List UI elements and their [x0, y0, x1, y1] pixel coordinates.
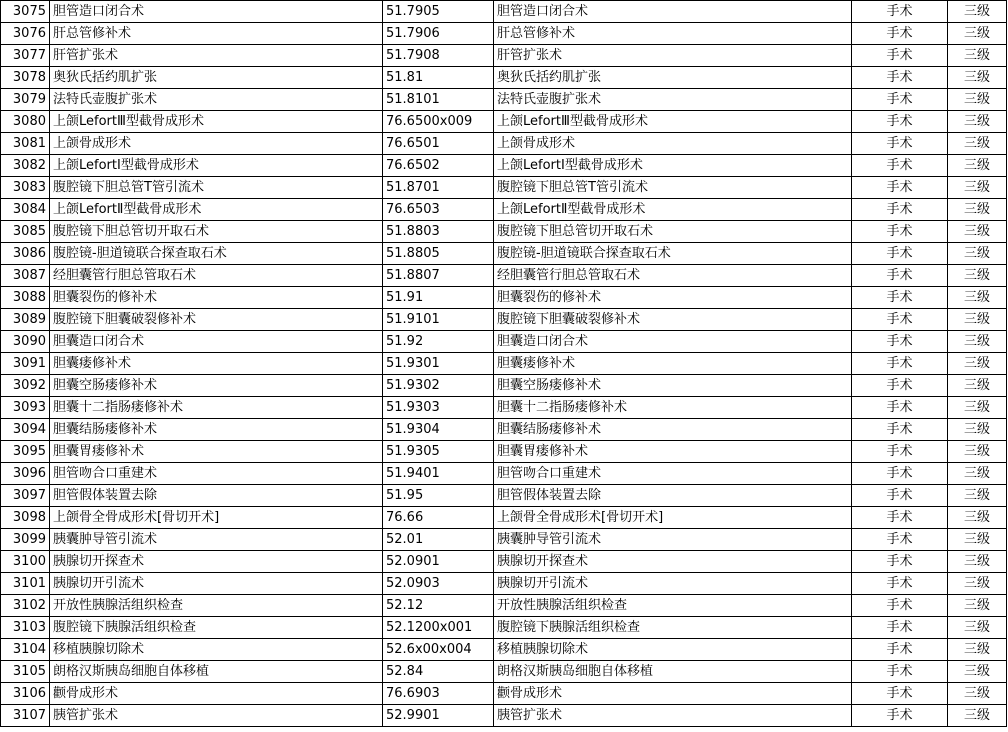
row-number-cell: 3098 — [1, 507, 50, 529]
row-number-cell: 3091 — [1, 353, 50, 375]
table-row — [1, 463, 1007, 485]
level-cell: 三级 — [948, 353, 1007, 375]
procedure-name-cell: 上颌LefortⅠ型截骨成形术 — [50, 155, 383, 177]
procedure-code-cell: 52.01 — [383, 529, 494, 551]
level-cell: 三级 — [948, 375, 1007, 397]
level-cell: 三级 — [948, 199, 1007, 221]
table-row — [1, 353, 1007, 375]
procedure-name-repeat-cell: 腹腔镜下胆总管切开取石术 — [494, 221, 852, 243]
category-cell: 手术 — [852, 485, 948, 507]
row-number-cell: 3096 — [1, 463, 50, 485]
level-cell: 三级 — [948, 551, 1007, 573]
category-cell: 手术 — [852, 661, 948, 683]
category-cell: 手术 — [852, 353, 948, 375]
procedure-name-cell: 腹腔镜下胆总管切开取石术 — [50, 221, 383, 243]
procedure-name-cell: 肝总管修补术 — [50, 23, 383, 45]
row-number-cell: 3075 — [1, 1, 50, 23]
table-row — [1, 705, 1007, 727]
procedure-name-cell: 胆管造口闭合术 — [50, 1, 383, 23]
level-cell: 三级 — [948, 507, 1007, 529]
procedure-name-repeat-cell: 胆囊十二指肠瘘修补术 — [494, 397, 852, 419]
procedure-code-cell: 76.6500x009 — [383, 111, 494, 133]
procedure-code-cell: 52.84 — [383, 661, 494, 683]
row-number-cell: 3086 — [1, 243, 50, 265]
procedure-name-repeat-cell: 腹腔镜下胰腺活组织检查 — [494, 617, 852, 639]
row-number-cell: 3101 — [1, 573, 50, 595]
table-row — [1, 23, 1007, 45]
category-cell: 手术 — [852, 639, 948, 661]
procedure-code-cell: 51.9101 — [383, 309, 494, 331]
table-row — [1, 265, 1007, 287]
procedure-name-cell: 上颌骨全骨成形术[骨切开术] — [50, 507, 383, 529]
procedure-code-cell: 51.8701 — [383, 177, 494, 199]
procedure-name-cell: 腹腔镜-胆道镜联合探查取石术 — [50, 243, 383, 265]
procedure-name-cell: 胆囊空肠瘘修补术 — [50, 375, 383, 397]
procedure-name-cell: 经胆囊管行胆总管取石术 — [50, 265, 383, 287]
procedure-name-repeat-cell: 胆管假体装置去除 — [494, 485, 852, 507]
level-cell: 三级 — [948, 463, 1007, 485]
row-number-cell: 3077 — [1, 45, 50, 67]
procedure-code-cell: 51.92 — [383, 331, 494, 353]
row-number-cell: 3088 — [1, 287, 50, 309]
procedure-code-cell: 52.9901 — [383, 705, 494, 727]
category-cell: 手术 — [852, 419, 948, 441]
table-row — [1, 309, 1007, 331]
table-row — [1, 1, 1007, 23]
category-cell: 手术 — [852, 683, 948, 705]
procedure-name-cell: 腹腔镜下胆总管T管引流术 — [50, 177, 383, 199]
table-row — [1, 199, 1007, 221]
category-cell: 手术 — [852, 573, 948, 595]
row-number-cell: 3078 — [1, 67, 50, 89]
procedure-name-repeat-cell: 移植胰腺切除术 — [494, 639, 852, 661]
procedure-name-cell: 上颌LefortⅢ型截骨成形术 — [50, 111, 383, 133]
row-number-cell: 3106 — [1, 683, 50, 705]
procedure-name-repeat-cell: 胆囊造口闭合术 — [494, 331, 852, 353]
procedure-code-cell: 76.6503 — [383, 199, 494, 221]
procedure-name-repeat-cell: 胆管造口闭合术 — [494, 1, 852, 23]
procedure-name-cell: 胆管假体装置去除 — [50, 485, 383, 507]
category-cell: 手术 — [852, 155, 948, 177]
level-cell: 三级 — [948, 573, 1007, 595]
procedure-name-cell: 胆囊瘘修补术 — [50, 353, 383, 375]
procedure-code-cell: 51.7908 — [383, 45, 494, 67]
procedure-name-cell: 移植胰腺切除术 — [50, 639, 383, 661]
procedure-code-cell: 52.0901 — [383, 551, 494, 573]
row-number-cell: 3080 — [1, 111, 50, 133]
procedure-name-repeat-cell: 法特氏壶腹扩张术 — [494, 89, 852, 111]
row-number-cell: 3099 — [1, 529, 50, 551]
category-cell: 手术 — [852, 705, 948, 727]
level-cell: 三级 — [948, 67, 1007, 89]
level-cell: 三级 — [948, 111, 1007, 133]
row-number-cell: 3095 — [1, 441, 50, 463]
table-row — [1, 221, 1007, 243]
procedure-code-cell: 51.9401 — [383, 463, 494, 485]
procedure-name-repeat-cell: 肝管扩张术 — [494, 45, 852, 67]
category-cell: 手术 — [852, 265, 948, 287]
table-row — [1, 133, 1007, 155]
procedure-name-repeat-cell: 腹腔镜下胆总管T管引流术 — [494, 177, 852, 199]
level-cell: 三级 — [948, 617, 1007, 639]
procedure-code-cell: 51.95 — [383, 485, 494, 507]
level-cell: 三级 — [948, 441, 1007, 463]
table-row — [1, 485, 1007, 507]
table-row — [1, 573, 1007, 595]
procedure-code-cell: 51.8803 — [383, 221, 494, 243]
row-number-cell: 3084 — [1, 199, 50, 221]
category-cell: 手术 — [852, 199, 948, 221]
table-row — [1, 375, 1007, 397]
procedure-name-repeat-cell: 胰管扩张术 — [494, 705, 852, 727]
procedure-name-repeat-cell: 胆囊裂伤的修补术 — [494, 287, 852, 309]
level-cell: 三级 — [948, 45, 1007, 67]
procedure-name-repeat-cell: 胆管吻合口重建术 — [494, 463, 852, 485]
level-cell: 三级 — [948, 89, 1007, 111]
category-cell: 手术 — [852, 133, 948, 155]
row-number-cell: 3100 — [1, 551, 50, 573]
procedure-name-cell: 胰腺切开引流术 — [50, 573, 383, 595]
table-row — [1, 45, 1007, 67]
procedure-name-repeat-cell: 上颌骨全骨成形术[骨切开术] — [494, 507, 852, 529]
procedure-name-repeat-cell: 胰腺切开探查术 — [494, 551, 852, 573]
procedure-code-cell: 51.91 — [383, 287, 494, 309]
procedure-code-cell: 51.9301 — [383, 353, 494, 375]
table-row — [1, 419, 1007, 441]
category-cell: 手术 — [852, 551, 948, 573]
category-cell: 手术 — [852, 287, 948, 309]
category-cell: 手术 — [852, 529, 948, 551]
level-cell: 三级 — [948, 265, 1007, 287]
table-row — [1, 617, 1007, 639]
level-cell: 三级 — [948, 331, 1007, 353]
level-cell: 三级 — [948, 287, 1007, 309]
table-row — [1, 529, 1007, 551]
category-cell: 手术 — [852, 45, 948, 67]
procedure-name-repeat-cell: 开放性胰腺活组织检查 — [494, 595, 852, 617]
procedure-name-repeat-cell: 腹腔镜-胆道镜联合探查取石术 — [494, 243, 852, 265]
procedure-name-repeat-cell: 上颌LefortⅢ型截骨成形术 — [494, 111, 852, 133]
procedure-name-cell: 胰管扩张术 — [50, 705, 383, 727]
procedure-name-cell: 奥狄氏括约肌扩张 — [50, 67, 383, 89]
procedure-code-cell: 76.66 — [383, 507, 494, 529]
category-cell: 手术 — [852, 331, 948, 353]
table-row — [1, 89, 1007, 111]
row-number-cell: 3105 — [1, 661, 50, 683]
procedure-code-cell: 51.8805 — [383, 243, 494, 265]
procedure-name-cell: 胆管吻合口重建术 — [50, 463, 383, 485]
level-cell: 三级 — [948, 529, 1007, 551]
row-number-cell: 3083 — [1, 177, 50, 199]
procedure-name-cell: 肝管扩张术 — [50, 45, 383, 67]
category-cell: 手术 — [852, 111, 948, 133]
procedure-name-cell: 胆囊造口闭合术 — [50, 331, 383, 353]
procedure-name-cell: 腹腔镜下胆囊破裂修补术 — [50, 309, 383, 331]
procedure-name-repeat-cell: 胆囊空肠瘘修补术 — [494, 375, 852, 397]
row-number-cell: 3076 — [1, 23, 50, 45]
row-number-cell: 3104 — [1, 639, 50, 661]
level-cell: 三级 — [948, 419, 1007, 441]
row-number-cell: 3092 — [1, 375, 50, 397]
category-cell: 手术 — [852, 1, 948, 23]
category-cell: 手术 — [852, 617, 948, 639]
category-cell: 手术 — [852, 67, 948, 89]
procedure-code-cell: 52.6x00x004 — [383, 639, 494, 661]
table-row — [1, 683, 1007, 705]
category-cell: 手术 — [852, 177, 948, 199]
row-number-cell: 3093 — [1, 397, 50, 419]
procedure-name-cell: 胰囊肿导管引流术 — [50, 529, 383, 551]
table-row — [1, 661, 1007, 683]
procedure-name-cell: 腹腔镜下胰腺活组织检查 — [50, 617, 383, 639]
procedure-code-cell: 76.6903 — [383, 683, 494, 705]
procedure-name-cell: 胆囊结肠瘘修补术 — [50, 419, 383, 441]
category-cell: 手术 — [852, 463, 948, 485]
category-cell: 手术 — [852, 221, 948, 243]
procedure-code-cell: 51.9303 — [383, 397, 494, 419]
row-number-cell: 3079 — [1, 89, 50, 111]
level-cell: 三级 — [948, 177, 1007, 199]
category-cell: 手术 — [852, 243, 948, 265]
table-row — [1, 287, 1007, 309]
level-cell: 三级 — [948, 485, 1007, 507]
row-number-cell: 3082 — [1, 155, 50, 177]
row-number-cell: 3107 — [1, 705, 50, 727]
procedure-name-cell: 法特氏壶腹扩张术 — [50, 89, 383, 111]
table-row — [1, 397, 1007, 419]
level-cell: 三级 — [948, 155, 1007, 177]
row-number-cell: 3094 — [1, 419, 50, 441]
category-cell: 手术 — [852, 397, 948, 419]
procedure-name-repeat-cell: 上颌骨成形术 — [494, 133, 852, 155]
procedure-name-repeat-cell: 朗格汉斯胰岛细胞自体移植 — [494, 661, 852, 683]
table-row — [1, 67, 1007, 89]
level-cell: 三级 — [948, 133, 1007, 155]
category-cell: 手术 — [852, 441, 948, 463]
procedure-name-cell: 开放性胰腺活组织检查 — [50, 595, 383, 617]
row-number-cell: 3087 — [1, 265, 50, 287]
procedure-name-repeat-cell: 腹腔镜下胆囊破裂修补术 — [494, 309, 852, 331]
procedure-code-cell: 51.81 — [383, 67, 494, 89]
procedure-name-cell: 上颌LefortⅡ型截骨成形术 — [50, 199, 383, 221]
procedure-name-cell: 胰腺切开探查术 — [50, 551, 383, 573]
row-number-cell: 3081 — [1, 133, 50, 155]
level-cell: 三级 — [948, 221, 1007, 243]
level-cell: 三级 — [948, 683, 1007, 705]
procedure-code-cell: 51.8101 — [383, 89, 494, 111]
level-cell: 三级 — [948, 595, 1007, 617]
level-cell: 三级 — [948, 661, 1007, 683]
table-row — [1, 155, 1007, 177]
procedure-name-cell: 胆囊十二指肠瘘修补术 — [50, 397, 383, 419]
table-row — [1, 243, 1007, 265]
row-number-cell: 3089 — [1, 309, 50, 331]
procedure-code-cell: 51.9305 — [383, 441, 494, 463]
procedure-code-cell: 51.7906 — [383, 23, 494, 45]
category-cell: 手术 — [852, 507, 948, 529]
procedure-name-repeat-cell: 上颌LefortⅠ型截骨成形术 — [494, 155, 852, 177]
row-number-cell: 3097 — [1, 485, 50, 507]
table-row — [1, 595, 1007, 617]
row-number-cell: 3090 — [1, 331, 50, 353]
procedure-name-repeat-cell: 奥狄氏括约肌扩张 — [494, 67, 852, 89]
procedure-code-cell: 51.9304 — [383, 419, 494, 441]
table-row — [1, 441, 1007, 463]
table-row — [1, 111, 1007, 133]
row-number-cell: 3102 — [1, 595, 50, 617]
procedure-name-repeat-cell: 胰囊肿导管引流术 — [494, 529, 852, 551]
procedure-name-repeat-cell: 胆囊胃瘘修补术 — [494, 441, 852, 463]
procedure-code-cell: 51.7905 — [383, 1, 494, 23]
level-cell: 三级 — [948, 397, 1007, 419]
level-cell: 三级 — [948, 639, 1007, 661]
level-cell: 三级 — [948, 1, 1007, 23]
procedure-code-cell: 52.1200x001 — [383, 617, 494, 639]
procedure-code-cell: 52.0903 — [383, 573, 494, 595]
level-cell: 三级 — [948, 309, 1007, 331]
table-body — [1, 1, 1007, 727]
procedure-code-cell: 76.6502 — [383, 155, 494, 177]
procedure-code-cell: 51.9302 — [383, 375, 494, 397]
procedure-name-repeat-cell: 上颌LefortⅡ型截骨成形术 — [494, 199, 852, 221]
procedure-name-cell: 颧骨成形术 — [50, 683, 383, 705]
procedure-name-repeat-cell: 胆囊瘘修补术 — [494, 353, 852, 375]
table-row — [1, 639, 1007, 661]
procedure-name-repeat-cell: 经胆囊管行胆总管取石术 — [494, 265, 852, 287]
procedure-name-repeat-cell: 颧骨成形术 — [494, 683, 852, 705]
table-row — [1, 551, 1007, 573]
level-cell: 三级 — [948, 23, 1007, 45]
procedure-name-repeat-cell: 胆囊结肠瘘修补术 — [494, 419, 852, 441]
row-number-cell: 3085 — [1, 221, 50, 243]
procedure-name-cell: 胆囊裂伤的修补术 — [50, 287, 383, 309]
level-cell: 三级 — [948, 243, 1007, 265]
category-cell: 手术 — [852, 89, 948, 111]
category-cell: 手术 — [852, 375, 948, 397]
procedure-name-cell: 朗格汉斯胰岛细胞自体移植 — [50, 661, 383, 683]
category-cell: 手术 — [852, 595, 948, 617]
procedure-code-cell: 76.6501 — [383, 133, 494, 155]
category-cell: 手术 — [852, 23, 948, 45]
table-row — [1, 507, 1007, 529]
level-cell: 三级 — [948, 705, 1007, 727]
table-row — [1, 331, 1007, 353]
table-row — [1, 177, 1007, 199]
procedure-name-cell: 上颌骨成形术 — [50, 133, 383, 155]
procedure-name-repeat-cell: 肝总管修补术 — [494, 23, 852, 45]
procedure-name-repeat-cell: 胰腺切开引流术 — [494, 573, 852, 595]
procedure-code-cell: 52.12 — [383, 595, 494, 617]
procedure-code-cell: 51.8807 — [383, 265, 494, 287]
category-cell: 手术 — [852, 309, 948, 331]
row-number-cell: 3103 — [1, 617, 50, 639]
procedure-name-cell: 胆囊胃瘘修补术 — [50, 441, 383, 463]
